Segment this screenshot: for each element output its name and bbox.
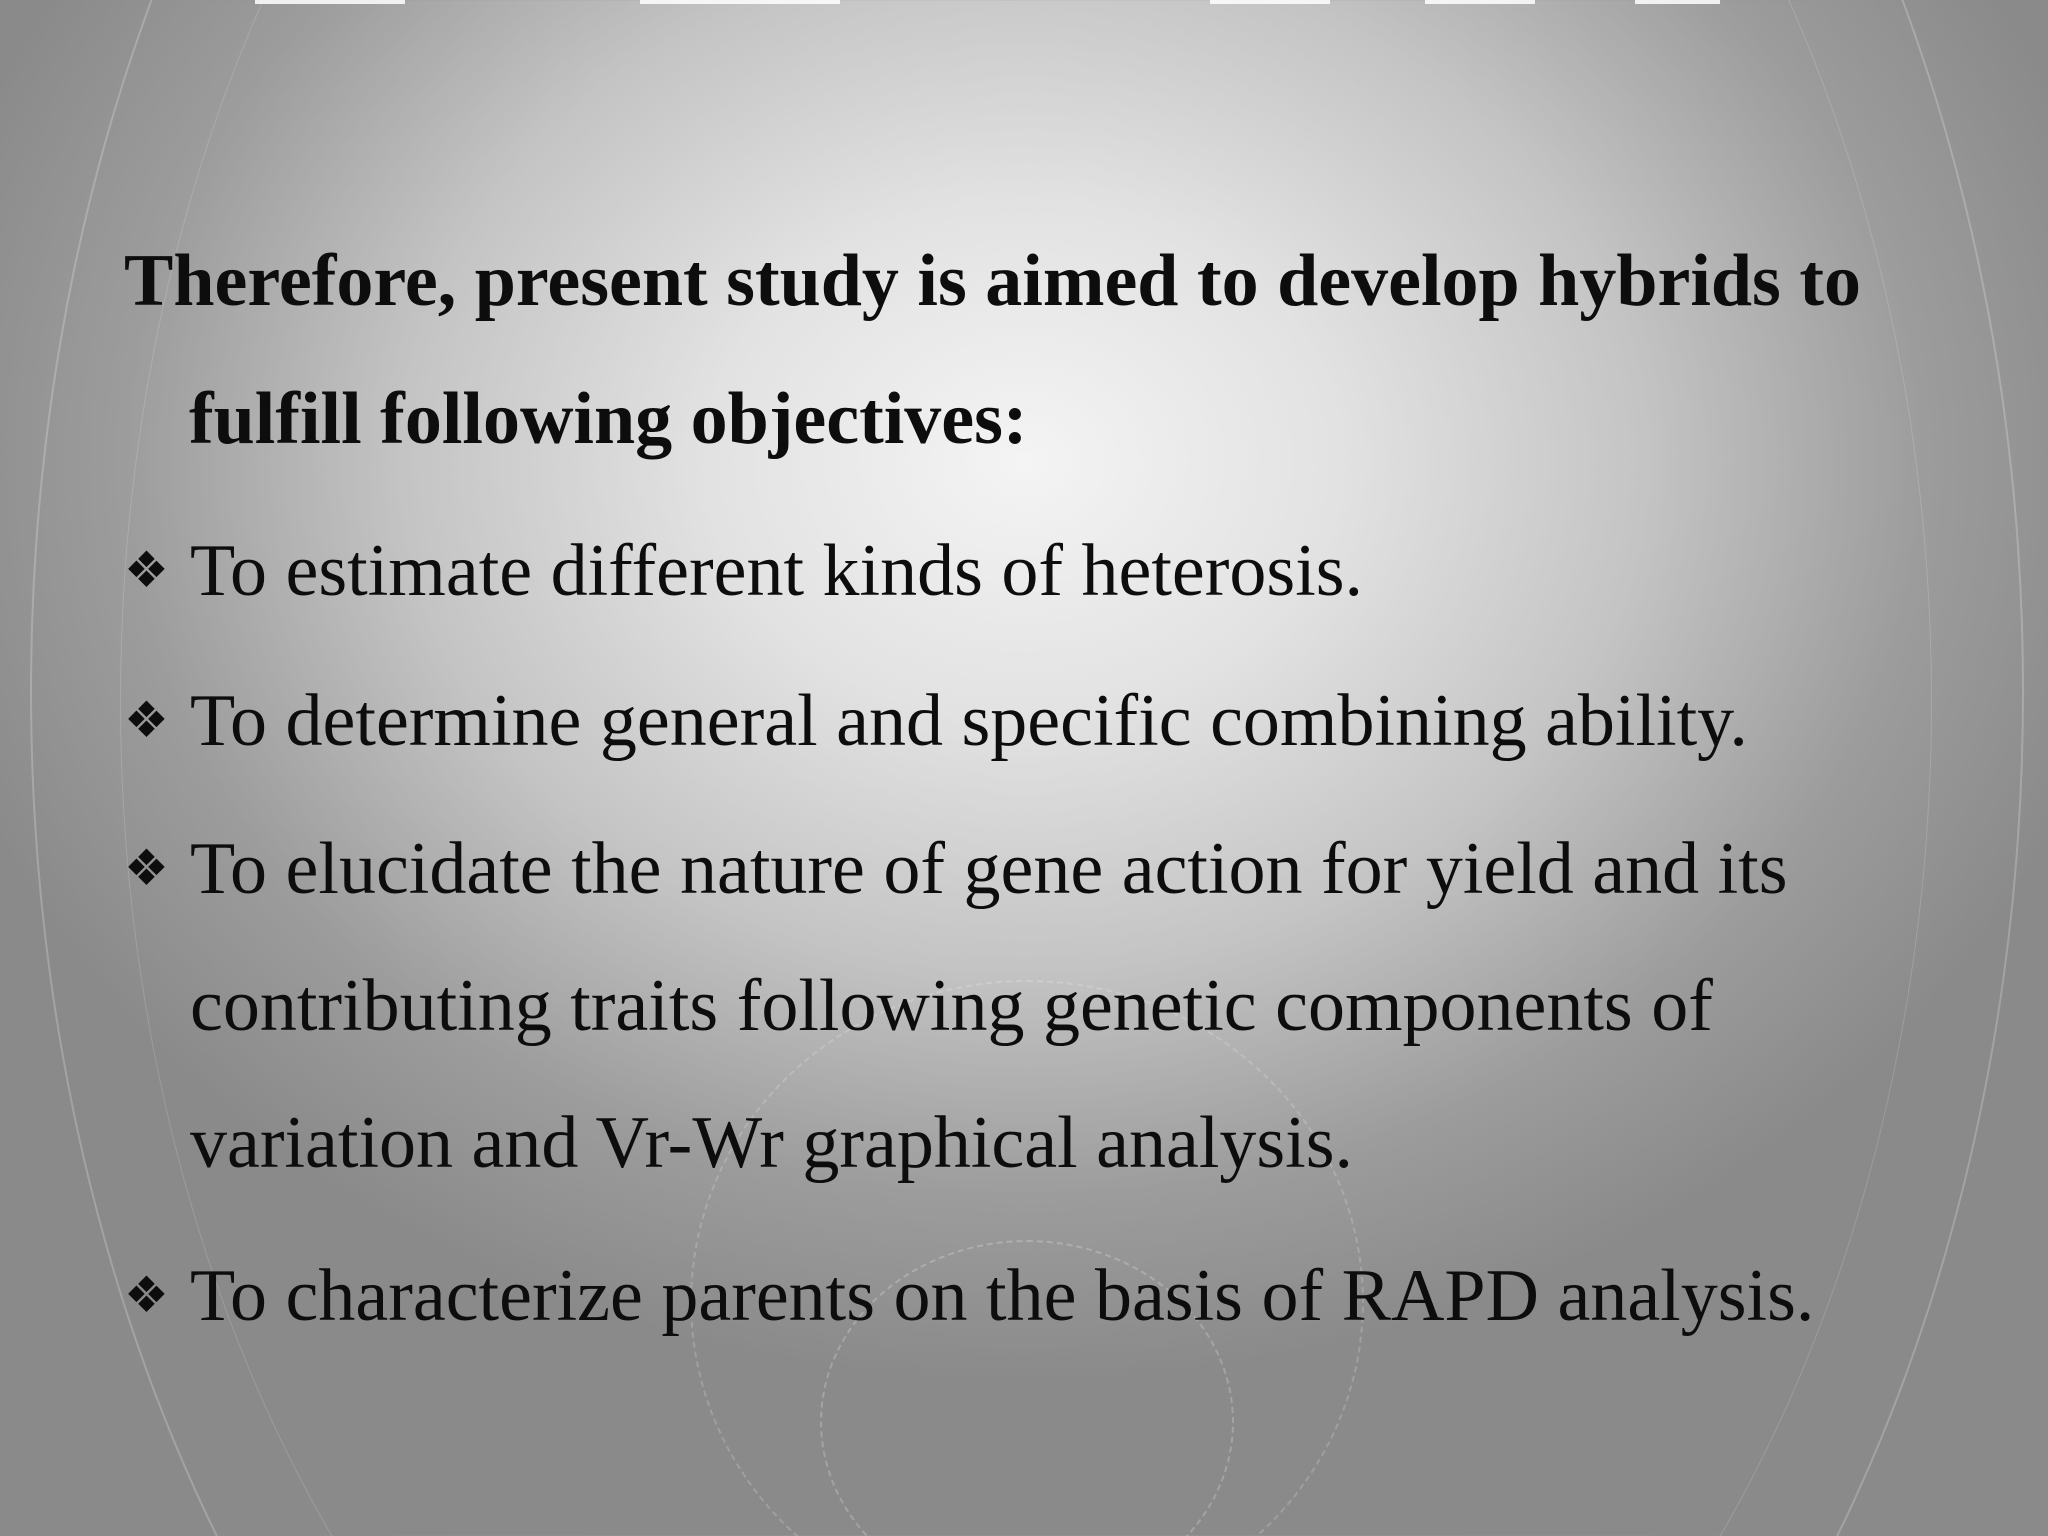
objective-item-4 [124,1245,1984,1346]
objective-text: To estimate different kinds of heterosis. [190,530,1364,612]
objective-text-line-2: contributing traits following genetic components of [190,965,1713,1047]
intro-line-2: fulfill following objectives: [189,378,1028,460]
objective-item-3 [124,800,1984,1212]
four-diamond-bullet-icon: ❖ [124,840,169,896]
intro-heading [124,212,1964,488]
objective-item-1 [124,520,1984,621]
four-diamond-bullet-icon: ❖ [124,1267,169,1323]
objective-text-line-1: To elucidate the nature of gene action for yield and its [190,828,1788,910]
intro-line-1: Therefore, present study is aimed to develop hybrids to [124,240,1861,322]
objective-text: To determine general and specific combining ability. [190,680,1748,762]
objective-item-2 [124,670,1984,771]
objective-text: To characterize parents on the basis of RAPD analysis. [190,1255,1815,1337]
objective-text-line-3: variation and Vr-Wr graphical analysis. [190,1102,1354,1184]
four-diamond-bullet-icon: ❖ [124,542,169,598]
four-diamond-bullet-icon: ❖ [124,692,169,748]
